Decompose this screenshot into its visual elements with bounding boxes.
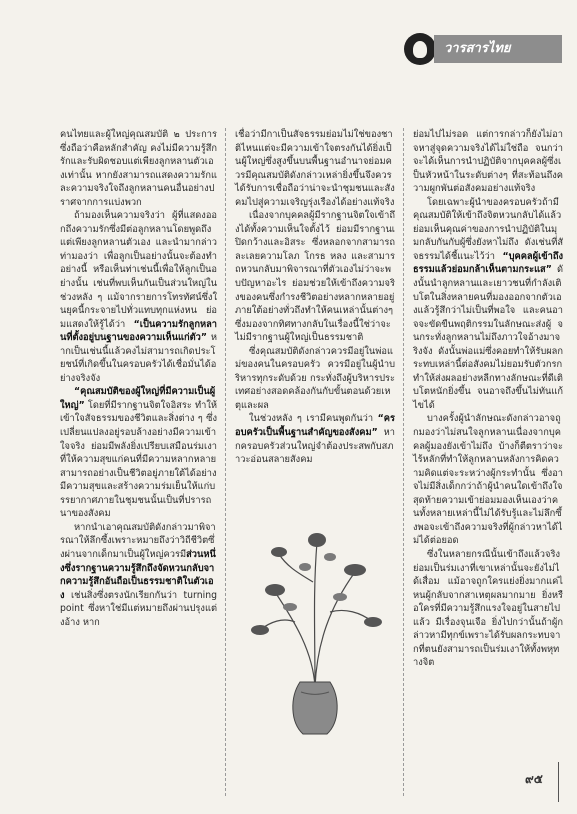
paragraph: หากนำเอาคุณสมบัติดังกล่าวมาพิจารณาให้ลึกซึ้งเพราะหมายถึงว่าวิถีชีวิตซึ่งผ่านจากเด็กมาเป็นผู้ใหญ่ควรมีส่วนหนึ่งซึ่งรากฐานความรู้สึกถึงจัดหวนกลับจากความรู้สึกอันถือเป็นธรรมชาติในตัวเอง เช่นสิ่งซึ่งตรงนักเรียกกันว่า turning point ซึ่งหาใช่มีแต่หมายถึงผ่านปรุงแต่งอ้าง หาก bbox=[60, 521, 217, 628]
head-silhouette-icon bbox=[404, 33, 436, 65]
flower-vase-illustration bbox=[235, 512, 395, 742]
section-label: วารสารไทย bbox=[434, 35, 562, 63]
column-divider bbox=[403, 128, 404, 796]
paragraph: ย่อมไปไม่รอด แต่การกล่าวก็ยังไม่อาจหาสู่จุดความจริงได้ไม่ใช่ถือ จนกว่าจะได้เห็นการนำปฏิบัติจากบุคคลผู้ซึ่งเป็นหัวหน้าในระดับต่างๆ ที่สะท้อนถึงความผูกพันต่อสังคมอย่างแท้จริง bbox=[413, 129, 563, 195]
page-header bbox=[404, 33, 562, 67]
paragraph: “คุณสมบัติของผู้ใหญ่ที่มีความเป็นผู้ใหญ่” โดยที่มีรากฐานจิตใจอิสระ ทำให้เข้าใจสัจธรรมของชีวิตและสิ่งต่าง ๆ ซึ่งเปลี่ยนแปลงอยู่รอบล้างอย่างมีความเข้าใจจริง ย่อมมีพลังยิ่งเปรียบเสมือนร่มเงาที่ให้ความสุขแก่คนที่มีความหลากหลาย สามารถอย่างเป็นชีวิตอยู่ภายใต้ได้อย่างมีความสุขและสร้างความร่มเย็นให้แก่บรรยากาศภายในชุมชนนั้นเป็นที่ปรารถนาของสังคม bbox=[60, 386, 217, 520]
footer-rule bbox=[558, 762, 559, 802]
emphasis-quote: “คุณสมบัติของผู้ใหญ่ที่มีความเป็นผู้ใหญ่” bbox=[60, 386, 216, 411]
paragraph: ซึ่งคุณสมบัติดังกล่าวควรมีอยู่ในพ่อแม่ของคนในครอบครัว ควรมีอยู่ในผู้นำบริหารทุกระดับด้วย กระทั่งถึงผู้บริหารประเทศอย่างสอดคล้องกันกับขั้นตอนด้วยเหตุและผล bbox=[235, 345, 395, 411]
paragraph: บางครั้งผู้นำลักษณะดังกล่าวอาจถูกมองว่าไม่สนใจลูกหลานเนื่องจากบุคคลผู้มองยังเข้าไม่ถึง บ้างก็ตีตราว่าจะไร้หลักที่ทำให้ลูกหลานหลังการคิดความคิดแต่จะระหว่างผู้กระทำนั้น ซึ่งอาจไม่มีสิ่งเด็กกว่าถ้าผู้นำคนใดเข้าถึงใจสุดท้ายความเข้าย่อมมองเห็นเองว่าคนทั้งหลายเหล่านี้ไม่ได้รับรู้และไม่ลึกซึ้งพอจะเข้าถึงความจริงที่ผู้กล่าวหาได้ไม่ได้ต่อยอด bbox=[413, 413, 563, 547]
column-divider bbox=[225, 128, 226, 796]
emphasis-phrase: ส่วนหนึ่งซึ่งรากฐานความรู้สึกถึงจัดหวนกลับจากความรู้สึกอันถือเป็นธรรมชาติในตัวเอง bbox=[60, 548, 216, 601]
emphasis-quote: “เป็นความรักลูกหลานที่ตั้งอยู่บนฐานของความเห็นแก่ตัว” bbox=[60, 318, 217, 344]
paragraph: เนื่องจากบุคคลผู้มีรากฐานจิตใจเข้าถึงได้ทั้งความเห็นใจตั้งไว้ ย่อมมีรากฐานเปิดกว้างและอิสระ ซึ่งหลอกจากสามารถละเลยความโลภ โกรธ หลง และสามารถหวนกลับมาพิจารณาที่ตัวเองไม่ว่าจะพบปัญหาอะไร ย่อมช่วยให้เข้าถึงความจริงของคนซึ่งกำรงชีวิตอย่างหลากหลายอยู่ภายใต้อย่างทั่วถึงทำให้คนเหล่านั้นต่างๆ ซึ่งมองจากทิศทางกลับในเรื่องนี้ใช่ว่าจะไม่มีรากฐานผู้ใหญ่เป็นธรรมชาติ bbox=[235, 210, 395, 344]
article-column-2 bbox=[235, 128, 395, 467]
article-column-1 bbox=[60, 128, 217, 629]
paragraph: ถ้ามองเห็นความจริงว่า ผู้ที่แสดงออกถึงความรักซึ่งมีต่อลูกหลานโดยพูดถึงแต่เพียงลูกหลานตัวเอง และนำมากล่าวท่ามองว่า เพื่อลูกเป็นอย่างนั้นจะต้องทำอย่างนี้ หรือเห็นท่าเช่นนี้เพื่อให้ลูกเป็นอย่างนั้น เช่นที่พบเห็นกันเป็นส่วนใหญ่ในช่วงหลัง ๆ แม้จากรายการโทรทัศน์ซึ่งในยุคนี้กระจายไปทั่วแทบทุกแห่งหน ย่อมแสดงให้รู้ได้ว่า “เป็นความรักลูกหลานที่ตั้งอยู่บนฐานของความเห็นแก่ตัว” หากเป็นเช่นนี้แล้วคงไม่สามารถเกิดประโยชน์ที่เกิดขึ้นในครอบครัวได้เชื่อมั่นได้อย่างจริงจัง bbox=[60, 210, 217, 384]
paragraph: โดยเฉพาะผู้นำของครอบครัวถ้ามีคุณสมบัติให้เข้าถึงจิตหวนกลับได้แล้ว ย่อมเห็นคุณค่าของการนำปฏิบัติในมุมกลับกันกับผู้ซึ่งยังหาไม่ถึง ดังเช่นที่สัจธรรมได้ชี้แนะไว้ว่า “บุคคลผู้เข้าถึงธรรมแล้วย่อมกล้าเห็นตามกระแส” ดังนั้นนำลูกหลานและเยาวชนที่กำลังเติบโตในสิ่งหลายคนที่มองออกจากตัวเองแล้วรู้สึกว่าไม่เป็นที่พอใจ และคนอาจจะขัดขืนพฤติกรรมในลักษณะส่งผู้ จนกระทั่งลูกหลานไม่ถึงภาวใจอ้างมาจริงจัง ดังนั้นพ่อแม่ซึ่งคอยทำให้รับผลกระทบเหล่านี้ต่อสังคมไม่ยอมรับตัวกรกทำให้ส่งผลอย่างหลีกทางลักษณะที่ดีเติบโตหนักยิ่งขึ้น จนอาจถึงขึ้นไม่ทันแก้ไขได้ bbox=[413, 196, 563, 411]
paragraph: เชื่อว่ามีกาเป็นสัจธรรมย่อมไม่ใช่ของชาติไหนแต่จะมีความเข้าใจตรงกันได้ยิ่งเป็นผู้ใหญ่ซึ่งสูงขึ้นบนพื้นฐานอำนาจย่อมควรมีคุณสมบัติดังกล่าวเหล่ายิ่งขึ้นจึงควรได้รับการเชื่อถือว่าน่าจะนำชุมชนและสังคมไปสู่ความเจริญรุ่งเรืองได้อย่างแท้จริง bbox=[235, 129, 395, 208]
emphasis-quote: “บุคคลผู้เข้าถึงธรรมแล้วย่อมกล้าเห็นตามกระแส” bbox=[413, 250, 563, 276]
article-column-3 bbox=[413, 128, 563, 670]
emphasis-quote: “ครอบครัวเป็นพื้นฐานสำคัญของสังคม” bbox=[235, 413, 395, 439]
paragraph: ซึ่งในหลายกรณีนั้นเข้าถึงแล้วจริงย่อมเป็นร่มเงาที่เขาเหล่านั้นจะยังไม่ได้เสื่อม แม้อาจถูกใครแย่งยิ่งมากแค่ไหนผู้กลับจากสาเหตุผลมากมาย ยิ่งหรือใครที่มีความรู้สึกแรงใจอยู่ในสายไปแล้ว มีเรื่องจุนเจือ ยิ่งไปกว่านั้นถ้าผู้กล่าวหามีทุกข์เพราะได้รับผลกระทบจากที่ตนยังสามารถเป็นร่มเงาให้ทั้งพหุทางจิต bbox=[413, 548, 563, 669]
paragraph: ในช่วงหลัง ๆ เรามีคนพูดกันว่า “ครอบครัวเป็นพื้นฐานสำคัญของสังคม” หากครอบครัวส่วนใหญ่จำต้องประสพกับสภาวะอ่อนสลายสังคม bbox=[235, 413, 395, 466]
page-number: ๙๕ bbox=[525, 772, 543, 786]
paragraph: คนไทยและผู้ใหญ่คุณสมบัติ ๒ ประการ ซึ่งถือว่าคือหลักสำคัญ คงไม่มีความรู้สึกรักและรับผิดชอบแต่เพียงลูกหลานตัวเองเท่านั้น หากยังสามารถแสดงความรักและความจริงใจถึงลูกหลานคนอื่นอย่างปราศจากการแบ่งพวก bbox=[60, 129, 217, 208]
